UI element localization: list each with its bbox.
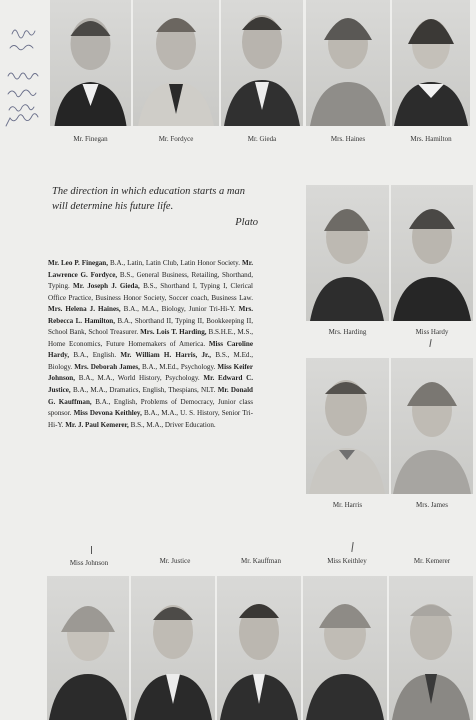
caption-keithley: Miss Keithley: [327, 557, 367, 565]
caption-hamilton: Mrs. Hamilton: [410, 135, 452, 143]
faculty-bios: [48, 258, 253, 431]
pencil-mark: [351, 542, 353, 552]
portrait-fordyce: [133, 0, 219, 126]
caption-harding: Mrs. Harding: [328, 328, 367, 336]
bio-details: B.S., M.A., Driver Education.: [130, 420, 216, 429]
caption-harris: Mr. Harris: [332, 501, 363, 509]
bio-name: Miss Caroline Hardy,: [48, 339, 253, 360]
caption-justice: Mr. Justice: [159, 557, 191, 565]
quote-author: Plato: [235, 217, 258, 228]
bio-name: Mr. Leo P. Finegan,: [48, 259, 108, 267]
caption-fordyce: Mr. Fordyce: [158, 135, 194, 143]
plato-quote: [52, 184, 264, 230]
bio-name: Mrs. Deborah James,: [74, 362, 140, 371]
bio-name: Mrs. Lois T. Harding,: [140, 328, 207, 337]
bio-details: B.A., M.A., Dramatics, English, Thespians, NLT.: [72, 386, 216, 395]
caption-kemerer: Mr. Kemerer: [413, 557, 451, 565]
bio-name: Mrs. Helena J. Haines,: [48, 305, 121, 314]
portrait-hamilton: [392, 0, 470, 126]
bio-details: B.A., Shorthand II, Typing II, Bookkeeping II, School Bank, School Treasurer.: [48, 316, 253, 337]
bio-name: Mrs. Rebecca L. Hamilton,: [48, 305, 254, 325]
handwritten-note: [2, 14, 50, 144]
bio-details: B.A., M.A., U. S. History, Senior Tri-Hi-Y.: [48, 409, 253, 429]
bio-name: Miss Keifer Johnson,: [48, 362, 253, 383]
caption-johnson: Miss Johnson: [69, 559, 109, 567]
caption-gieda: Mr. Gieda: [247, 135, 277, 143]
caption-finegan: Mr. Finegan: [73, 135, 108, 143]
portrait-kemerer: [389, 576, 473, 720]
bio-details: B.A., Latin, Latin Club, Latin Honor Society.: [109, 259, 241, 267]
portrait-justice: [131, 576, 215, 720]
bio-details: B.A., M.A., World History, Psychology.: [78, 374, 200, 383]
portrait-hardy: [391, 185, 473, 321]
bio-name: Mr. J. Paul Kemerer,: [65, 420, 129, 429]
bio-name: Mr. Joseph J. Gieda,: [73, 282, 140, 291]
bio-details: B.A., M.A., Biology, Junior Tri-Hi-Y.: [123, 305, 236, 314]
bio-name: Miss Devona Keithley,: [73, 409, 142, 418]
portrait-haines: [306, 0, 390, 126]
quote-line-2: will determine his future life.: [52, 201, 174, 212]
pencil-mark: [429, 339, 431, 347]
portrait-keithley: [303, 576, 387, 720]
portrait-kauffman: [217, 576, 301, 720]
portrait-johnson: [47, 576, 129, 720]
portrait-gieda: [221, 0, 303, 126]
portrait-finegan: [50, 0, 131, 126]
caption-james: Mrs. James: [416, 501, 448, 509]
pencil-mark: [91, 546, 92, 554]
bio-details: B.S., General Business, Retailing, Shorthand, Typing.: [48, 270, 253, 291]
caption-kauffman: Mr. Kauffman: [241, 557, 281, 565]
bio-name: Mr. Donald G. Kauffman,: [48, 386, 254, 406]
bio-details: B.A., M.Ed., Psychology.: [142, 362, 216, 371]
portrait-harris: [306, 358, 389, 494]
portrait-james: [391, 358, 473, 494]
bio-name: Mr. Edward C. Justice,: [48, 374, 253, 395]
bio-name: Mr. Lawrence G. Fordyce,: [48, 259, 253, 279]
portrait-harding: [306, 185, 389, 321]
bio-details: B.A., English, Problems of Democracy, Junior class sponsor.: [48, 397, 254, 418]
caption-haines: Mrs. Haines: [330, 135, 366, 143]
bio-details: B.S., M.Ed., Biology.: [48, 351, 254, 371]
bio-details: B.A., English.: [73, 351, 117, 360]
bio-details: B.S.H.E., M.S., Home Economics, Future Homemakers of America.: [48, 328, 253, 348]
bio-name: Mr. William H. Harris, Jr.,: [120, 351, 212, 360]
quote-line-1: The direction in which education starts a man: [52, 186, 245, 197]
caption-hardy: Miss Hardy: [415, 328, 449, 336]
bio-details: B.S., Shorthand I, Typing I, Clerical Office Practice, Business Honor Society, Soccer coach, Business Law.: [48, 282, 254, 302]
